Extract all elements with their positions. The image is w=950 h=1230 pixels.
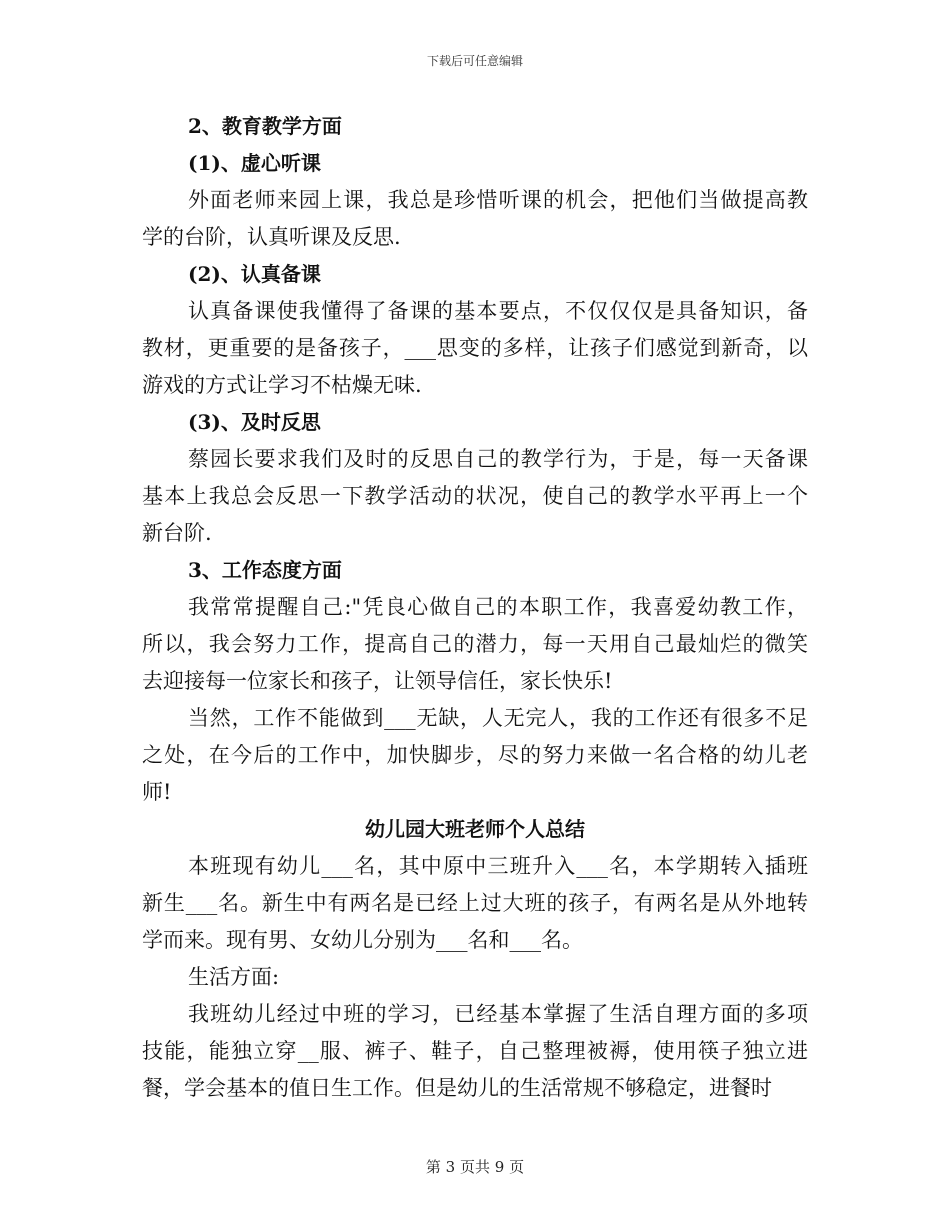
text-line: 学的台阶，认真听课及反思. <box>142 225 401 249</box>
section-heading <box>142 145 808 182</box>
page-footer: 第 3 页共 9 页 <box>425 1158 525 1176</box>
text-line: 当然，工作不能做到___无缺，人无完人，我的工作还有很多不足 <box>188 706 808 730</box>
paragraph <box>142 293 808 404</box>
paragraph <box>142 996 808 1107</box>
text-line: 餐，学会基本的值日生工作。但是幼儿的生活常规不够稳定，进餐时 <box>142 1076 772 1100</box>
section-heading <box>142 404 808 441</box>
paragraph <box>142 700 808 811</box>
section-heading <box>142 108 808 145</box>
section-heading <box>142 256 808 293</box>
document-title <box>142 811 808 848</box>
text-line: 新台阶. <box>142 521 212 545</box>
text-line: (1)、虚心听课 <box>188 151 321 175</box>
paragraph <box>142 182 808 256</box>
text-line: 2、教育教学方面 <box>188 114 342 138</box>
text-line: 3、工作态度方面 <box>188 558 342 582</box>
text-line: 游戏的方式让学习不枯燥无味. <box>142 373 422 397</box>
section-heading <box>142 552 808 589</box>
text-line: 本班现有幼儿___名，其中原中三班升入___名，本学期转入插班 <box>188 854 808 878</box>
page-header: 下载后可任意编辑 <box>426 54 523 68</box>
text-line: 我常常提醒自己:"凭良心做自己的本职工作，我喜爱幼教工作， <box>188 595 808 619</box>
text-line: 技能，能独立穿__服、裤子、鞋子，自己整理被褥，使用筷子独立进 <box>142 1039 808 1063</box>
paragraph <box>142 959 808 996</box>
text-line: 蔡园长要求我们及时的反思自己的教学行为，于是，每一天备课 <box>188 447 808 471</box>
text-line: 外面老师来园上课，我总是珍惜听课的机会，把他们当做提高教 <box>188 188 808 212</box>
text-line: 学而来。现有男、女幼儿分别为___名和___名。 <box>142 928 583 952</box>
paragraph <box>142 848 808 959</box>
text-line: 去迎接每一位家长和孩子，让领导信任，家长快乐! <box>142 669 613 693</box>
text-line: 师! <box>142 780 172 804</box>
text-line: 所以，我会努力工作，提高自己的潜力，每一天用自己最灿烂的微笑 <box>142 632 808 656</box>
text-line: 幼儿园大班老师个人总结 <box>365 817 585 841</box>
text-line: (3)、及时反思 <box>188 410 321 434</box>
text-line: 认真备课使我懂得了备课的基本要点，不仅仅仅是具备知识，备 <box>188 299 808 323</box>
text-line: 基本上我总会反思一下教学活动的状况，使自己的教学水平再上一个 <box>142 484 808 508</box>
text-line: 我班幼儿经过中班的学习，已经基本掌握了生活自理方面的多项 <box>188 1002 808 1026</box>
document-body <box>142 108 808 1107</box>
text-line: 新生___名。新生中有两名是已经上过大班的孩子，有两名是从外地转 <box>142 891 808 915</box>
text-line: 之处，在今后的工作中，加快脚步，尽的努力来做一名合格的幼儿老 <box>142 743 808 767</box>
paragraph <box>142 589 808 700</box>
text-line: (2)、认真备课 <box>188 262 321 286</box>
text-line: 生活方面: <box>188 965 280 989</box>
paragraph <box>142 441 808 552</box>
text-line: 教材，更重要的是备孩子，___思变的多样，让孩子们感觉到新奇，以 <box>142 336 808 360</box>
